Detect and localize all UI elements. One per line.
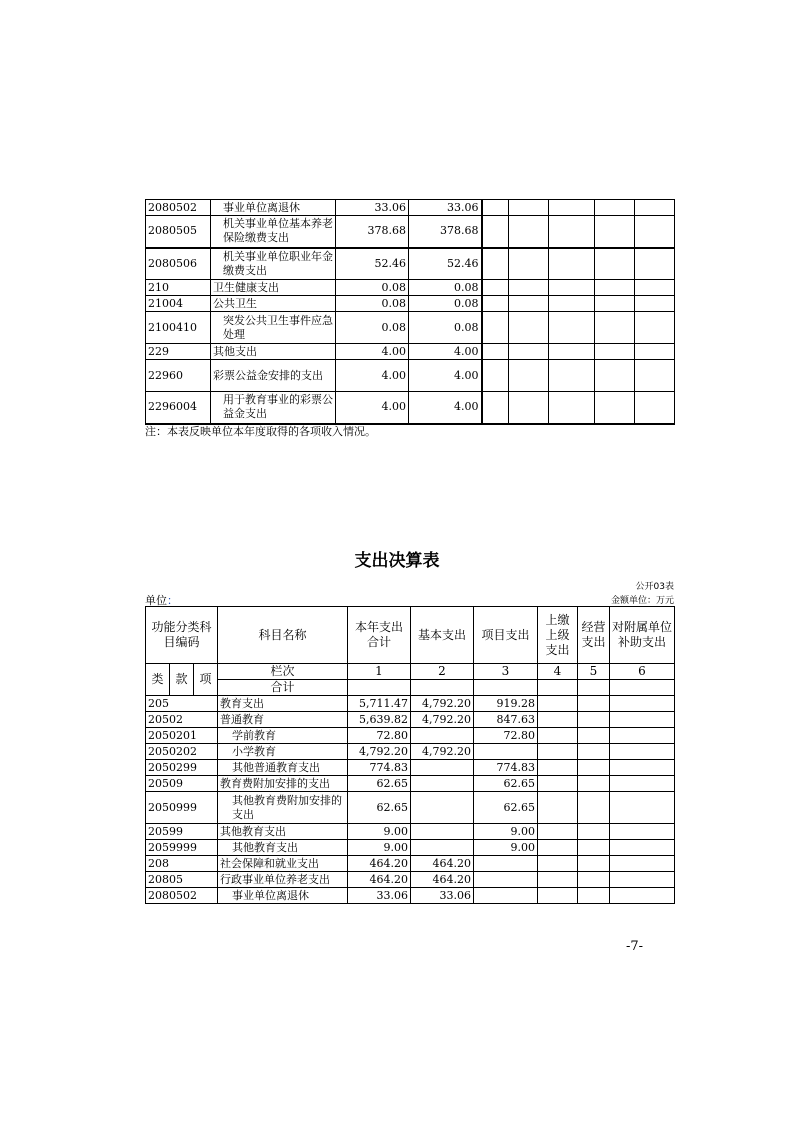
- row-basic: 464.20: [411, 856, 474, 872]
- row-basic: [411, 824, 474, 840]
- row-project: [474, 856, 538, 872]
- row-basic: 464.20: [411, 872, 474, 888]
- row-total: 5,711.47: [348, 696, 411, 712]
- header-project: 项目支出: [474, 607, 538, 664]
- table-row: [146, 344, 675, 360]
- row-code: 20509: [146, 776, 218, 792]
- unit-colon: ：: [167, 594, 178, 607]
- table-row: [146, 872, 675, 888]
- row-empty: [482, 216, 509, 248]
- row-upper: [538, 728, 578, 744]
- table-row: [146, 360, 675, 392]
- row-upper: [538, 696, 578, 712]
- row-basic: 4,792.20: [411, 696, 474, 712]
- table-row: [146, 312, 675, 344]
- row-basic: 0.08: [409, 280, 482, 296]
- row-total: 4.00: [336, 344, 409, 360]
- row-code: 2296004: [146, 392, 211, 424]
- expenditure-table: [145, 606, 675, 904]
- row-name: 其他教育支出: [218, 824, 348, 840]
- table-row: [146, 712, 675, 728]
- row-subsidy: [610, 728, 675, 744]
- row-empty: [595, 360, 635, 392]
- row-business: [578, 792, 610, 824]
- row-code: 2080506: [146, 248, 211, 280]
- row-subsidy: [610, 760, 675, 776]
- row-basic: 0.08: [409, 312, 482, 344]
- row-business: [578, 776, 610, 792]
- row-total: 378.68: [336, 216, 409, 248]
- row-empty: [635, 312, 675, 344]
- row-name: 其他普通教育支出: [218, 760, 348, 776]
- header-lei: 类: [146, 664, 170, 696]
- row-name: 事业单位离退休: [211, 200, 336, 216]
- row-empty: [509, 360, 549, 392]
- row-basic: [411, 760, 474, 776]
- row-total: 5,639.82: [348, 712, 411, 728]
- header-kuan: 款: [170, 664, 194, 696]
- header-lanci: 栏次: [218, 664, 348, 680]
- row-name: 突发公共卫生事件应急处理: [211, 312, 336, 344]
- header-col2: 2: [411, 664, 474, 680]
- header-total: 本年支出合计: [348, 607, 411, 664]
- row-empty: [549, 344, 595, 360]
- header-col6: 6: [610, 664, 675, 680]
- row-business: [578, 712, 610, 728]
- row-code: 20502: [146, 712, 218, 728]
- row-empty: [509, 280, 549, 296]
- row-business: [578, 872, 610, 888]
- table-row: [146, 744, 675, 760]
- row-code: 2080502: [146, 888, 218, 904]
- row-empty: [595, 344, 635, 360]
- row-empty: [482, 280, 509, 296]
- row-name: 学前教育: [218, 728, 348, 744]
- header-col3: 3: [474, 664, 538, 680]
- row-total: 0.08: [336, 312, 409, 344]
- row-upper: [538, 872, 578, 888]
- row-name: 事业单位离退休: [218, 888, 348, 904]
- row-project: 62.65: [474, 792, 538, 824]
- row-business: [578, 888, 610, 904]
- row-empty: [549, 360, 595, 392]
- row-subsidy: [610, 840, 675, 856]
- row-subsidy: [610, 696, 675, 712]
- header-col4: 4: [538, 664, 578, 680]
- row-empty: [509, 392, 549, 424]
- row-total: 9.00: [348, 824, 411, 840]
- row-empty: [635, 200, 675, 216]
- row-code: 2059999: [146, 840, 218, 856]
- amount-unit: 金额单位：万元: [610, 596, 674, 606]
- row-empty: [635, 296, 675, 312]
- row-empty: [595, 280, 635, 296]
- row-empty: [509, 216, 549, 248]
- header-heji: 合计: [218, 680, 348, 696]
- header-col5: 5: [578, 664, 610, 680]
- row-upper: [538, 824, 578, 840]
- row-empty: [482, 200, 509, 216]
- row-upper: [538, 712, 578, 728]
- row-project: 72.80: [474, 728, 538, 744]
- row-basic: 33.06: [409, 200, 482, 216]
- row-empty: [549, 312, 595, 344]
- row-code: 2080502: [146, 200, 211, 216]
- row-upper: [538, 792, 578, 824]
- row-project: [474, 872, 538, 888]
- row-code: 2050201: [146, 728, 218, 744]
- row-name: 用于教育事业的彩票公益金支出: [211, 392, 336, 424]
- row-empty: [635, 392, 675, 424]
- row-project: [474, 744, 538, 760]
- row-basic: 4.00: [409, 344, 482, 360]
- header-subsidy: 对附属单位补助支出: [610, 607, 675, 664]
- row-empty: [549, 392, 595, 424]
- table-row: [146, 824, 675, 840]
- row-business: [578, 824, 610, 840]
- row-business: [578, 744, 610, 760]
- row-code: 229: [146, 344, 211, 360]
- table-note: 注：本表反映单位本年度取得的各项收入情况。: [145, 425, 376, 438]
- table-row: [146, 888, 675, 904]
- row-empty: [509, 248, 549, 280]
- row-subsidy: [610, 824, 675, 840]
- row-name: 普通教育: [218, 712, 348, 728]
- row-total: 0.08: [336, 296, 409, 312]
- row-project: 9.00: [474, 840, 538, 856]
- row-code: 2080505: [146, 216, 211, 248]
- row-empty: [482, 392, 509, 424]
- row-basic: 0.08: [409, 296, 482, 312]
- row-business: [578, 728, 610, 744]
- heji-total: [348, 680, 411, 696]
- row-name: 教育费附加安排的支出: [218, 776, 348, 792]
- page-title: 支出决算表: [354, 551, 440, 571]
- unit-label-text: 单位: [145, 594, 167, 607]
- row-upper: [538, 760, 578, 776]
- row-empty: [482, 360, 509, 392]
- row-empty: [482, 312, 509, 344]
- row-total: 52.46: [336, 248, 409, 280]
- row-business: [578, 696, 610, 712]
- table-row: [146, 696, 675, 712]
- header-upper: 上缴上级支出: [538, 607, 578, 664]
- page-number: -7-: [626, 939, 644, 954]
- row-code: 2050202: [146, 744, 218, 760]
- row-basic: 4,792.20: [411, 744, 474, 760]
- row-total: 62.65: [348, 792, 411, 824]
- row-project: 9.00: [474, 824, 538, 840]
- row-project: 847.63: [474, 712, 538, 728]
- row-name: 其他教育支出: [218, 840, 348, 856]
- header-code: 功能分类科目编码: [146, 607, 218, 664]
- header-basic: 基本支出: [411, 607, 474, 664]
- row-upper: [538, 888, 578, 904]
- table-row: [146, 840, 675, 856]
- row-empty: [549, 200, 595, 216]
- row-total: 464.20: [348, 856, 411, 872]
- table-row: [146, 392, 675, 424]
- row-code: 205: [146, 696, 218, 712]
- row-total: 4.00: [336, 392, 409, 424]
- row-empty: [509, 312, 549, 344]
- row-empty: [549, 248, 595, 280]
- row-code: 21004: [146, 296, 211, 312]
- header-business: 经营支出: [578, 607, 610, 664]
- row-basic: 52.46: [409, 248, 482, 280]
- row-empty: [509, 344, 549, 360]
- row-empty: [595, 248, 635, 280]
- row-empty: [549, 296, 595, 312]
- row-basic: 4,792.20: [411, 712, 474, 728]
- row-code: 2050299: [146, 760, 218, 776]
- row-business: [578, 856, 610, 872]
- row-total: 62.65: [348, 776, 411, 792]
- row-total: 33.06: [348, 888, 411, 904]
- row-total: 0.08: [336, 280, 409, 296]
- row-total: 72.80: [348, 728, 411, 744]
- row-project: 62.65: [474, 776, 538, 792]
- row-name: 社会保障和就业支出: [218, 856, 348, 872]
- row-total: 33.06: [336, 200, 409, 216]
- header-name: 科目名称: [218, 607, 348, 664]
- row-empty: [635, 280, 675, 296]
- row-name: 其他教育费附加安排的支出: [218, 792, 348, 824]
- row-name: 机关事业单位基本养老保险缴费支出: [211, 216, 336, 248]
- row-code: 208: [146, 856, 218, 872]
- row-total: 9.00: [348, 840, 411, 856]
- row-basic: 33.06: [411, 888, 474, 904]
- row-empty: [595, 312, 635, 344]
- row-subsidy: [610, 712, 675, 728]
- row-empty: [549, 216, 595, 248]
- row-code: 2100410: [146, 312, 211, 344]
- heji-basic: [411, 680, 474, 696]
- row-project: [474, 888, 538, 904]
- row-empty: [595, 392, 635, 424]
- row-basic: 4.00: [409, 360, 482, 392]
- row-project: 774.83: [474, 760, 538, 776]
- row-name: 公共卫生: [211, 296, 336, 312]
- row-subsidy: [610, 744, 675, 760]
- table-row: [146, 792, 675, 824]
- row-code: 210: [146, 280, 211, 296]
- row-code: 20599: [146, 824, 218, 840]
- row-empty: [509, 200, 549, 216]
- row-subsidy: [610, 872, 675, 888]
- row-code: 2050999: [146, 792, 218, 824]
- row-total: 4.00: [336, 360, 409, 392]
- row-basic: 378.68: [409, 216, 482, 248]
- row-subsidy: [610, 856, 675, 872]
- table-row: [146, 200, 675, 216]
- row-subsidy: [610, 888, 675, 904]
- row-empty: [482, 344, 509, 360]
- table-row: [146, 728, 675, 744]
- row-basic: [411, 792, 474, 824]
- row-name: 教育支出: [218, 696, 348, 712]
- row-empty: [635, 344, 675, 360]
- row-subsidy: [610, 776, 675, 792]
- header-col1: 1: [348, 664, 411, 680]
- row-upper: [538, 776, 578, 792]
- row-basic: [411, 840, 474, 856]
- table-row: [146, 760, 675, 776]
- row-name: 彩票公益金安排的支出: [211, 360, 336, 392]
- row-empty: [595, 296, 635, 312]
- row-total: 4,792.20: [348, 744, 411, 760]
- row-project: 919.28: [474, 696, 538, 712]
- row-basic: 4.00: [409, 392, 482, 424]
- heji-project: [474, 680, 538, 696]
- table-row: [146, 296, 675, 312]
- row-code: 22960: [146, 360, 211, 392]
- row-name: 其他支出: [211, 344, 336, 360]
- row-name: 行政事业单位养老支出: [218, 872, 348, 888]
- income-table-continued: [145, 199, 675, 425]
- row-subsidy: [610, 792, 675, 824]
- row-empty: [595, 200, 635, 216]
- row-upper: [538, 744, 578, 760]
- row-total: 464.20: [348, 872, 411, 888]
- row-empty: [635, 360, 675, 392]
- form-number: 公开03表: [635, 582, 674, 592]
- row-code: 20805: [146, 872, 218, 888]
- row-empty: [482, 248, 509, 280]
- row-basic: [411, 728, 474, 744]
- row-upper: [538, 840, 578, 856]
- row-empty: [549, 280, 595, 296]
- table-row: [146, 776, 675, 792]
- row-name: 小学教育: [218, 744, 348, 760]
- table-row: [146, 216, 675, 248]
- row-empty: [482, 296, 509, 312]
- row-total: 774.83: [348, 760, 411, 776]
- heji-business: [578, 680, 610, 696]
- row-name: 卫生健康支出: [211, 280, 336, 296]
- row-empty: [595, 216, 635, 248]
- table-row: [146, 248, 675, 280]
- row-empty: [635, 248, 675, 280]
- row-upper: [538, 856, 578, 872]
- row-business: [578, 760, 610, 776]
- table-row: [146, 280, 675, 296]
- row-business: [578, 840, 610, 856]
- row-empty: [635, 216, 675, 248]
- header-xiang: 项: [194, 664, 218, 696]
- table-row: [146, 856, 675, 872]
- heji-upper: [538, 680, 578, 696]
- row-empty: [509, 296, 549, 312]
- heji-subsidy: [610, 680, 675, 696]
- row-basic: [411, 776, 474, 792]
- row-name: 机关事业单位职业年金缴费支出: [211, 248, 336, 280]
